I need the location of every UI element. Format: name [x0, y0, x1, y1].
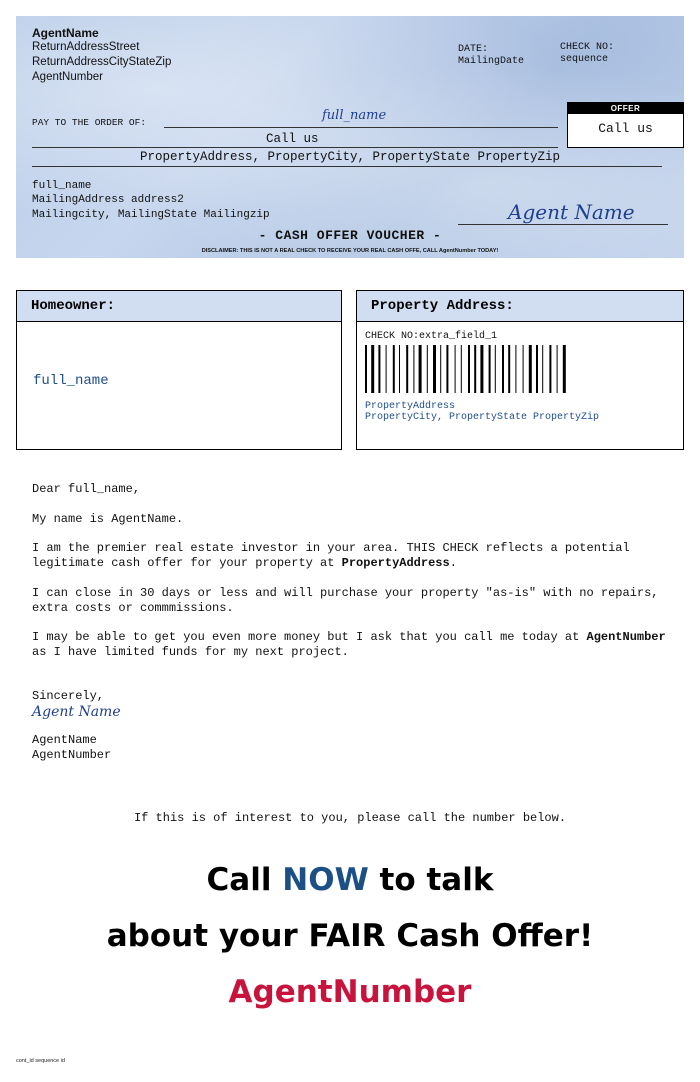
check-no-value: sequence — [560, 54, 609, 65]
property-line-text: PropertyAddress, PropertyCity, PropertyState PropertyZip — [139, 150, 561, 164]
disclaimer: DISCLAIMER: THIS IS NOT A REAL CHECK TO RECEIVE YOUR REAL CASH OFFE, CALL AgentNumber TODAY! — [201, 248, 499, 254]
p3-text: I may be able to get you even more money but I ask that you call me today at — [32, 630, 587, 644]
mail-name: full_name — [32, 180, 92, 192]
return-name: AgentName — [32, 26, 99, 40]
return-number: AgentNumber — [32, 71, 103, 83]
letter-greeting: Dear full_name, — [32, 482, 141, 496]
letter-intro: My name is AgentName. — [32, 512, 184, 526]
offer-label: OFFER — [568, 103, 683, 114]
check-no-label: CHECK NO: — [560, 42, 615, 53]
cta-line-2: about your FAIR Cash Offer! — [106, 918, 594, 954]
letter-paragraph-3 — [32, 630, 672, 660]
return-city: ReturnAddressCityStateZip — [32, 56, 172, 68]
amount-line — [32, 147, 558, 148]
property-check-no: CHECK NO:extra_field_1 — [365, 331, 498, 342]
letter-signature: Agent Name — [32, 704, 121, 720]
date-value: MailingDate — [458, 56, 525, 67]
property-address-line1: PropertyAddress — [365, 401, 456, 412]
footer-ids: cont_id sequence id — [16, 1058, 65, 1064]
barcode-image — [365, 345, 665, 395]
mail-city: Mailingcity, MailingState Mailingzip — [32, 209, 270, 221]
voucher-title: - CASH OFFER VOUCHER - — [258, 228, 442, 243]
cta-call: Call — [206, 862, 283, 898]
property-address-line2: PropertyCity, PropertyState PropertyZip — [365, 412, 600, 423]
cta-phone: AgentNumber — [228, 974, 472, 1010]
offer-box — [567, 102, 684, 148]
p1-text: I am the premier real estate investor in your area. THIS CHECK reflects a potential legitimate cash offer for your property at — [32, 541, 630, 570]
homeowner-panel — [16, 290, 342, 450]
return-street: ReturnAddressStreet — [32, 41, 140, 53]
letter-paragraph-2: I can close in 30 days or less and will purchase your property "as-is" with no repairs, extra costs or commmissions. — [32, 586, 659, 615]
cta-now: NOW — [282, 862, 369, 898]
property-title: Property Address: — [357, 291, 683, 322]
p3-number: AgentNumber — [586, 630, 666, 644]
interest-text: If this is of interest to you, please call the number below. — [133, 811, 567, 825]
p1-property: PropertyAddress — [341, 556, 450, 570]
letter-paragraph-1 — [32, 541, 672, 571]
homeowner-name: full_name — [33, 373, 109, 389]
pay-to-label: PAY TO THE ORDER OF: — [32, 117, 147, 128]
agent-signature: Agent Name — [508, 200, 635, 224]
offer-value: Call us — [598, 121, 653, 136]
property-line — [32, 166, 662, 167]
homeowner-title: Homeowner: — [17, 291, 341, 322]
pay-to-signature: full_name — [322, 108, 387, 123]
p3-end: as I have limited funds for my next project. — [32, 645, 349, 659]
pay-to-line — [164, 127, 558, 128]
cta-to-talk: to talk — [368, 862, 494, 898]
property-panel — [356, 290, 684, 450]
amount-text: Call us — [266, 132, 319, 146]
date-label: DATE: — [458, 44, 489, 55]
letter-closing: Sincerely, — [32, 689, 105, 703]
signature-line — [458, 224, 668, 225]
letter-sign-name: AgentName — [32, 733, 97, 747]
mail-address: MailingAddress address2 — [32, 194, 184, 206]
letter-sign-number: AgentNumber — [32, 748, 112, 762]
cash-offer-check — [16, 16, 684, 258]
p1-end: . — [449, 556, 457, 570]
cta-line-1 — [0, 862, 700, 898]
